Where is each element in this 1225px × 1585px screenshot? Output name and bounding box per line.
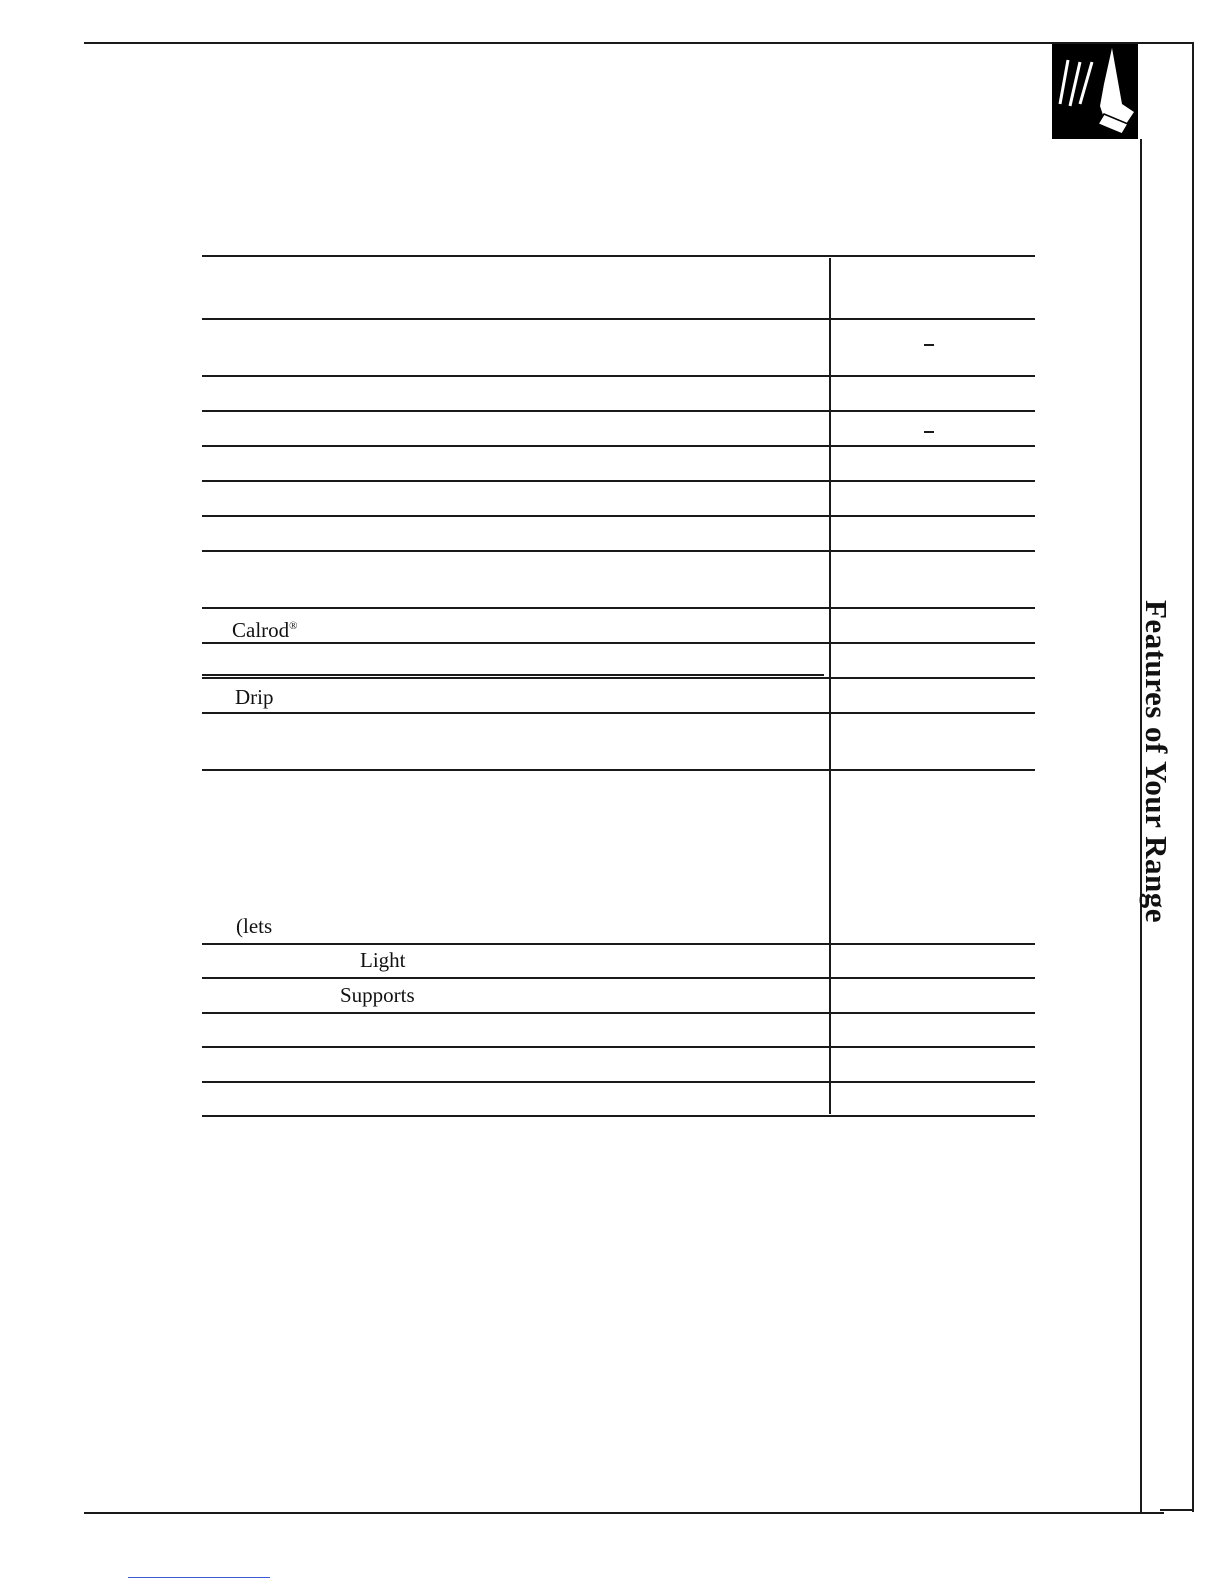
bottom-rule-right — [1160, 1509, 1192, 1511]
table-row-line — [202, 642, 1035, 644]
table-row-line — [202, 410, 1035, 412]
table-row-line — [202, 255, 1035, 257]
top-rule — [84, 42, 1140, 44]
table-row-line — [202, 1012, 1035, 1014]
bottom-rule — [84, 1512, 1164, 1514]
table-row-line — [202, 318, 1035, 320]
table-column-divider — [829, 258, 831, 1114]
table-row-line — [202, 977, 1035, 979]
right-frame-edge — [1192, 42, 1194, 1512]
table-row-line-partial — [202, 674, 824, 676]
table-row-line — [202, 1115, 1035, 1117]
table-row-line — [202, 445, 1035, 447]
table-row-line — [202, 480, 1035, 482]
table-row-line — [202, 515, 1035, 517]
row-label-drip: Drip — [235, 685, 274, 709]
row-label-light: Light — [360, 948, 406, 972]
hand-pressing-button-icon — [1052, 44, 1138, 139]
dash-mark — [924, 431, 934, 433]
row-label-lets: (lets — [236, 914, 273, 938]
row-label-calrod — [232, 614, 298, 642]
calrod-text: Calrod — [232, 618, 290, 642]
table-row-line — [202, 375, 1035, 377]
table-row-line — [202, 550, 1035, 552]
table-row-line — [202, 607, 1035, 609]
registered-mark: ® — [289, 620, 298, 632]
table-row-line — [202, 712, 1035, 714]
table-row-line — [202, 677, 1035, 679]
table-row-line — [202, 1081, 1035, 1083]
table-row-line — [202, 943, 1035, 945]
link-underline — [128, 1577, 270, 1578]
dash-mark — [924, 344, 934, 346]
side-tab-title: Features of Your Range — [1139, 600, 1174, 923]
row-label-supports: Supports — [340, 983, 415, 1007]
table-row-line — [202, 1046, 1035, 1048]
table-row-line — [202, 769, 1035, 771]
right-frame-top — [1138, 42, 1194, 44]
